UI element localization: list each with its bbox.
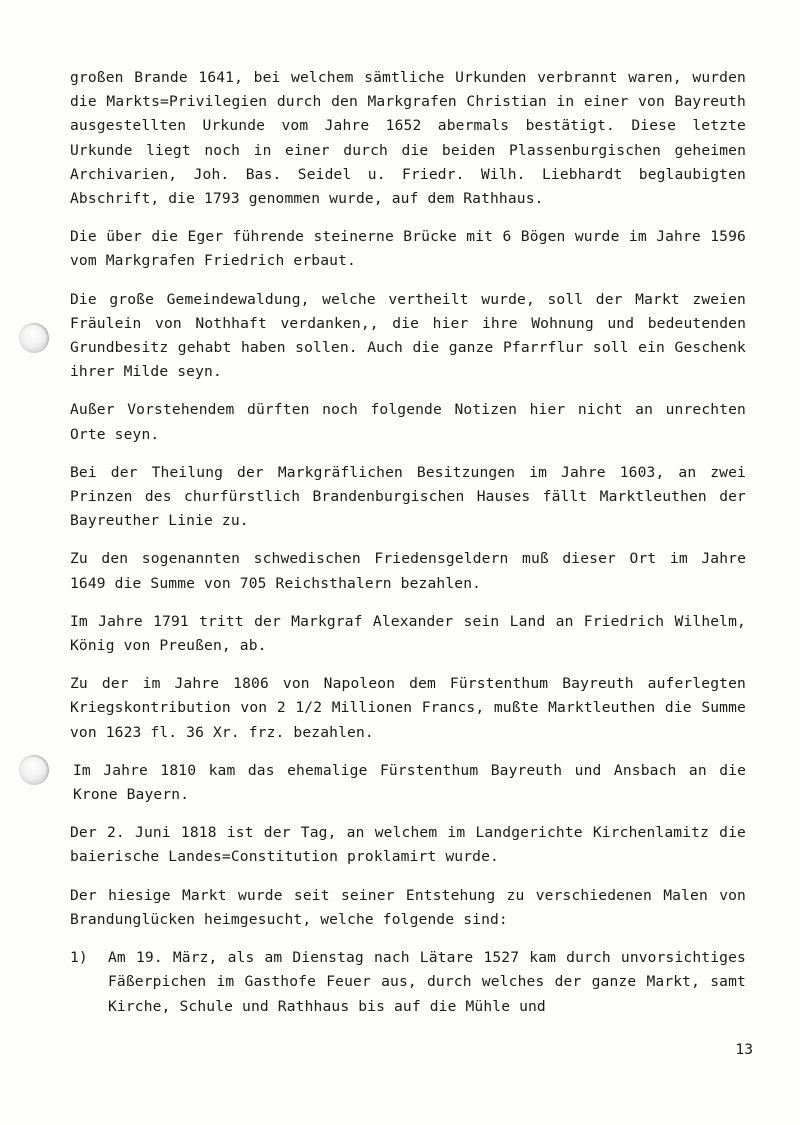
page-number: 13 <box>735 1041 753 1058</box>
list-number: 1) <box>70 949 88 967</box>
punch-hole <box>19 323 49 353</box>
body-text <box>70 66 746 1019</box>
paragraph: großen Brande 1641, bei welchem sämtliche Urkunden verbrannt waren, wurden die Markts=Privilegien durch den Markgrafen Christian in einer von Bayreuth ausgestellten Urkunde vom Jahre 1652 abermals bestätigt. Diese letzte Urkunde liegt noch in einer durch die beiden Plassenburgischen geheimen Archivarien, Joh. Bas. Seidel u. Friedr. Wilh. Liebhardt beglaubigten Abschrift, die 1793 genommen wurde, auf dem Rathhaus. <box>70 69 746 208</box>
punch-hole <box>19 755 49 785</box>
paragraph: Der hiesige Markt wurde seit seiner Entstehung zu verschiedenen Malen von Brandunglücken heimgesucht, welche folgende sind: <box>70 886 746 928</box>
list-text: Am 19. März, als am Dienstag nach Lätare 1527 kam durch unvorsichtiges Fäßerpichen im Gasthofe Feuer aus, durch welches der ganze Markt, samt Kirche, Schule und Rathhaus bis auf die Mühle und <box>108 949 746 1015</box>
paragraph: Im Jahre 1791 tritt der Markgraf Alexander sein Land an Friedrich Wilhelm, König von Preußen, ab. <box>70 612 746 655</box>
paragraph: Im Jahre 1810 kam das ehemalige Fürstenthum Bayreuth und Ansbach an die Krone Bayern. <box>73 761 746 804</box>
paragraph: Die große Gemeindewaldung, welche vertheilt wurde, soll der Markt zweien Fräulein von Nothhaft verdanken,, die hier ihre Wohnung und bedeutenden Grundbesitz gehabt haben sollen. Auch die ganze Pfarrflur soll ein Geschenk ihrer Milde seyn. <box>70 290 746 381</box>
paragraph: Zu der im Jahre 1806 von Napoleon dem Fürstenthum Bayreuth auferlegten Kriegskontribution von 2 1/2 Millionen Francs, mußte Marktleuthen die Summe von 1623 fl. 36 Xr. frz. bezahlen. <box>70 675 746 741</box>
paragraph: Außer Vorstehendem dürften noch folgende Notizen hier nicht an unrechten Orte seyn. <box>70 401 746 443</box>
list-item <box>70 946 746 1019</box>
paragraph: Der 2. Juni 1818 ist der Tag, an welchem im Landgerichte Kirchenlamitz die baierische Landes=Constitution proklamirt wurde. <box>70 824 746 866</box>
paragraph: Bei der Theilung der Markgräflichen Besitzungen im Jahre 1603, an zwei Prinzen des churfürstlich Brandenburgischen Hauses fällt Marktleuthen der Bayreuther Linie zu. <box>70 463 746 530</box>
paragraph: Die über die Eger führende steinerne Brücke mit 6 Bögen wurde im Jahre 1596 vom Markgrafen Friedrich erbaut. <box>70 228 746 270</box>
paragraph: Zu den sogenannten schwedischen Friedensgeldern muß dieser Ort im Jahre 1649 die Summe von 705 Reichsthalern bezahlen. <box>70 550 746 592</box>
